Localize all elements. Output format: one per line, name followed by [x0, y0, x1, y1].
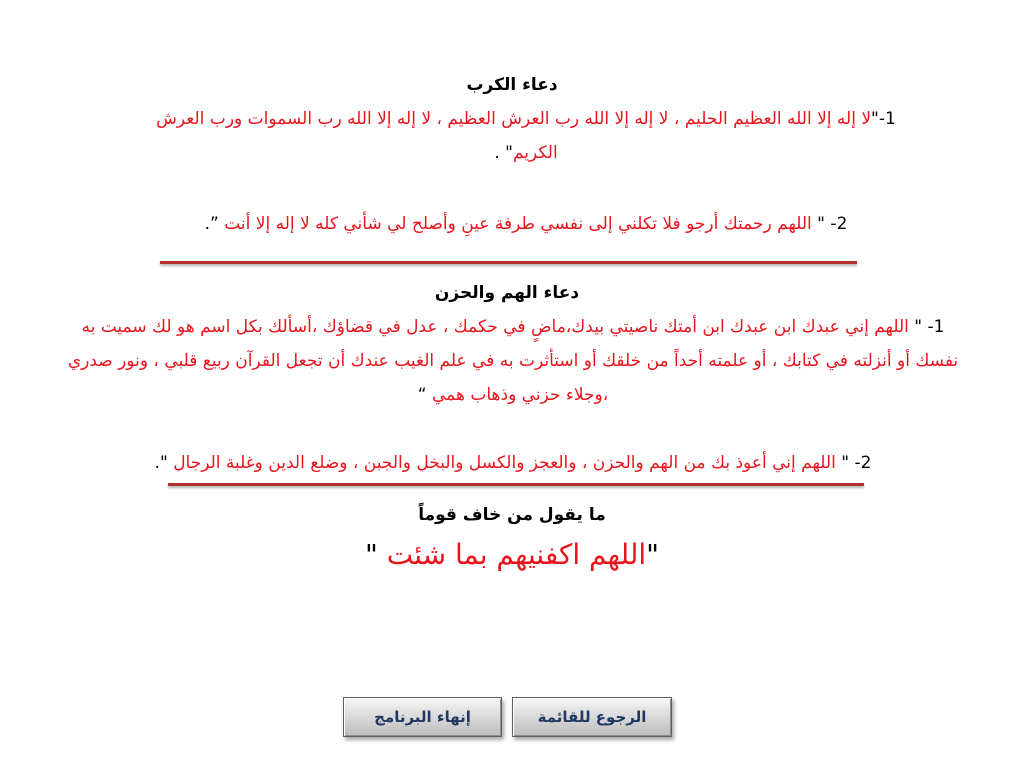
dua-item: [136, 207, 916, 241]
dua-text: اللهم رحمتك أرجو فلا تكلني إلى نفسي طرفة عينِ وأصلح لي شأني كله لا إله إلا أنت: [224, 214, 812, 234]
section-title-karb: دعاء الكرب: [466, 75, 558, 95]
dua-item: [58, 446, 968, 480]
dua-item: [136, 102, 916, 170]
section-title-hamm: دعاء الهم والحزن: [434, 283, 580, 303]
quote-mark: “: [417, 385, 432, 405]
quote-mark: ": [811, 214, 831, 234]
dua-text: اللهم اكفنيهم بما شئت: [386, 538, 647, 571]
item-number: 2-: [830, 214, 848, 234]
dua-item: [58, 310, 968, 412]
item-number: 1-: [878, 109, 896, 129]
dua-text: اللهم إني أعوذ بك من الهم والحزن ، والعجز والكسل والبخل والجبن ، وضلع الدين وغلبة الرجال: [173, 453, 836, 473]
quote-mark: " .: [494, 143, 513, 163]
section-divider: [168, 483, 864, 486]
item-number: 1-: [927, 317, 945, 337]
section-title-khawf: ما يقول من خاف قوماً: [418, 505, 606, 525]
quote-mark: ": [908, 317, 928, 337]
quote-mark: ": [364, 538, 387, 571]
item-number: 2-: [854, 453, 872, 473]
dua-text: لا إله إلا الله العظيم الحليم ، لا إله إلا الله رب العرش العظيم ، لا إله إلا الله رب السموات ورب العرش الكريم: [156, 109, 872, 163]
quote-mark: ”.: [204, 214, 225, 234]
slide-content: [0, 68, 1024, 578]
exit-program-button[interactable]: إنهاء البرنامج: [343, 697, 502, 737]
quote-mark: ".: [154, 453, 174, 473]
quote-mark: ": [871, 109, 879, 129]
dua-quote: [212, 532, 812, 578]
back-to-menu-button[interactable]: الرجوع للقائمة: [512, 697, 672, 737]
quote-mark: ": [646, 538, 660, 571]
section-divider: [160, 261, 857, 264]
dua-text: اللهم إني عبدك ابن عبدك ابن أمتك ناصيتي بيدك،ماضٍ في حكمك ، عدل في قضاؤك ،أسألك بكل اسم هو لك سميت به نفسك أو أنزلته في كتابك ، أو علمته أحداً من خلقك أو استأثرت به في علم الغيب عندك أن تجعل القرآن ربيع قلبي ، ونور صدري ،وجلاء حزني وذهاب همي: [67, 317, 959, 405]
quote-mark: ": [835, 453, 855, 473]
